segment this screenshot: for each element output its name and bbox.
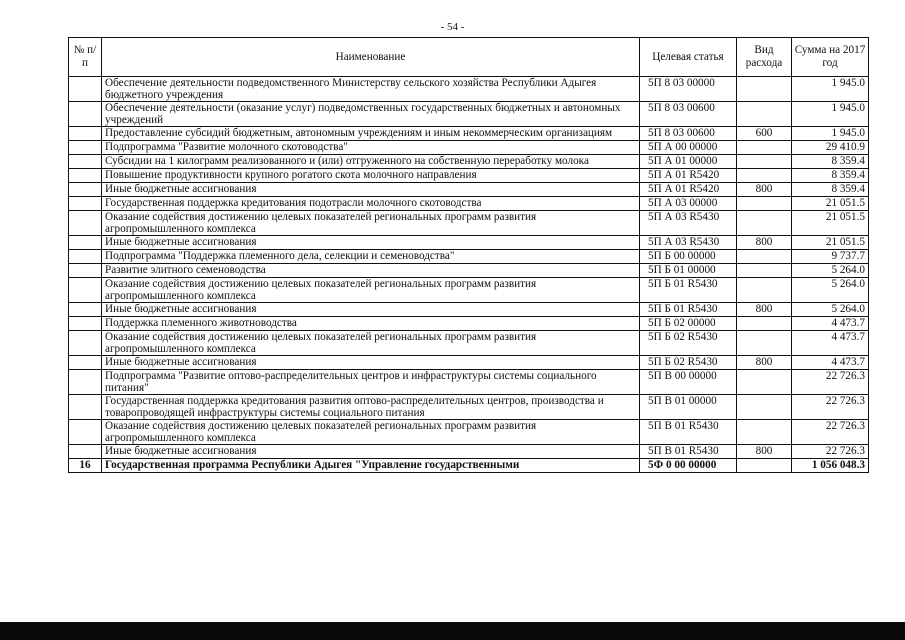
cell-num (69, 370, 102, 395)
cell-sum: 5 264.0 (792, 278, 869, 303)
cell-type: 800 (737, 356, 792, 370)
cell-name: Подпрограмма "Развитие молочного скотоводства" (102, 141, 640, 155)
cell-target: 5П Б 02 00000 (640, 317, 737, 331)
cell-type (737, 102, 792, 127)
cell-sum: 8 359.4 (792, 183, 869, 197)
cell-type (737, 264, 792, 278)
table-row (69, 370, 869, 395)
cell-name: Обеспечение деятельности подведомственного Министерству сельского хозяйства Республики Адыгея бюджетного учреждения (102, 77, 640, 102)
cell-type (737, 77, 792, 102)
cell-num (69, 303, 102, 317)
cell-type (737, 155, 792, 169)
table-row (69, 331, 869, 356)
cell-name: Иные бюджетные ассигнования (102, 445, 640, 459)
table-row (69, 141, 869, 155)
cell-name: Государственная поддержка кредитования подотрасли молочного скотоводства (102, 197, 640, 211)
table-row (69, 395, 869, 420)
cell-sum: 29 410.9 (792, 141, 869, 155)
cell-num (69, 236, 102, 250)
cell-type (737, 395, 792, 420)
cell-type: 800 (737, 236, 792, 250)
cell-sum: 22 726.3 (792, 370, 869, 395)
cell-num (69, 183, 102, 197)
cell-target: 5П Б 02 R5430 (640, 356, 737, 370)
budget-table (68, 37, 869, 473)
cell-sum: 21 051.5 (792, 211, 869, 236)
cell-num (69, 278, 102, 303)
cell-sum: 8 359.4 (792, 155, 869, 169)
cell-target: 5П Б 02 R5430 (640, 331, 737, 356)
cell-num (69, 420, 102, 445)
cell-sum: 4 473.7 (792, 356, 869, 370)
cell-target: 5П А 01 R5420 (640, 183, 737, 197)
table-row (69, 211, 869, 236)
cell-sum: 5 264.0 (792, 264, 869, 278)
cell-name: Государственная поддержка кредитования развития оптово-распределительных центров, производства и товаропроводящей инфраструктуры системы социального питания (102, 395, 640, 420)
table-header-row (69, 38, 869, 77)
cell-target: 5П В 01 R5430 (640, 445, 737, 459)
table-row (69, 127, 869, 141)
table-row (69, 445, 869, 459)
cell-target: 5П Б 01 R5430 (640, 278, 737, 303)
cell-name: Иные бюджетные ассигнования (102, 303, 640, 317)
table-row (69, 420, 869, 445)
table-row (69, 77, 869, 102)
cell-type (737, 250, 792, 264)
header-name: Наименование (102, 38, 640, 77)
cell-num (69, 169, 102, 183)
cell-sum: 1 945.0 (792, 102, 869, 127)
header-num: № п/п (69, 38, 102, 77)
cell-target: 5Ф 0 00 00000 (640, 459, 737, 473)
cell-name: Предоставление субсидий бюджетным, автономным учреждениям и иным некоммерческим организациям (102, 127, 640, 141)
cell-name: Подпрограмма "Развитие оптово-распределительных центров и инфраструктуры системы социального питания" (102, 370, 640, 395)
cell-target: 5П А 03 R5430 (640, 211, 737, 236)
cell-sum: 1 056 048.3 (792, 459, 869, 473)
cell-sum: 9 737.7 (792, 250, 869, 264)
cell-sum: 4 473.7 (792, 331, 869, 356)
cell-name: Государственная программа Республики Адыгея "Управление государственными (102, 459, 640, 473)
cell-sum: 1 945.0 (792, 127, 869, 141)
cell-type: 800 (737, 183, 792, 197)
cell-sum: 22 726.3 (792, 420, 869, 445)
cell-type (737, 420, 792, 445)
table-row (69, 303, 869, 317)
cell-name: Обеспечение деятельности (оказание услуг) подведомственных государственных бюджетных и автономных учреждений (102, 102, 640, 127)
scan-bottom-edge (0, 622, 905, 640)
cell-type (737, 141, 792, 155)
cell-num (69, 250, 102, 264)
table-row (69, 356, 869, 370)
header-type: Вид расхода (737, 38, 792, 77)
cell-type (737, 211, 792, 236)
cell-type (737, 459, 792, 473)
cell-target: 5П А 01 00000 (640, 155, 737, 169)
table-row (69, 264, 869, 278)
cell-name: Оказание содействия достижению целевых показателей региональных программ развития агропромышленного комплекса (102, 420, 640, 445)
cell-sum: 5 264.0 (792, 303, 869, 317)
cell-target: 5П В 01 00000 (640, 395, 737, 420)
cell-target: 5П 8 03 00000 (640, 77, 737, 102)
cell-name: Оказание содействия достижению целевых показателей региональных программ развития агропромышленного комплекса (102, 278, 640, 303)
cell-num (69, 155, 102, 169)
header-sum: Сумма на 2017 год (792, 38, 869, 77)
cell-type: 800 (737, 445, 792, 459)
table-row (69, 236, 869, 250)
cell-target: 5П Б 00 00000 (640, 250, 737, 264)
cell-type (737, 317, 792, 331)
cell-type (737, 197, 792, 211)
table-row (69, 155, 869, 169)
cell-num (69, 331, 102, 356)
header-target: Целевая статья (640, 38, 737, 77)
cell-num (69, 141, 102, 155)
cell-sum: 8 359.4 (792, 169, 869, 183)
cell-num (69, 197, 102, 211)
cell-name: Поддержка племенного животноводства (102, 317, 640, 331)
cell-target: 5П А 03 R5430 (640, 236, 737, 250)
cell-name: Иные бюджетные ассигнования (102, 236, 640, 250)
cell-type: 800 (737, 303, 792, 317)
table-row (69, 169, 869, 183)
table-row (69, 278, 869, 303)
cell-name: Подпрограмма "Поддержка племенного дела, селекции и семеноводства" (102, 250, 640, 264)
cell-num (69, 77, 102, 102)
cell-sum: 22 726.3 (792, 395, 869, 420)
cell-num (69, 102, 102, 127)
cell-type (737, 169, 792, 183)
cell-target: 5П А 00 00000 (640, 141, 737, 155)
cell-name: Повышение продуктивности крупного рогатого скота молочного направления (102, 169, 640, 183)
cell-num (69, 445, 102, 459)
cell-type (737, 331, 792, 356)
table-row (69, 102, 869, 127)
cell-num (69, 395, 102, 420)
cell-sum: 21 051.5 (792, 236, 869, 250)
cell-target: 5П Б 01 00000 (640, 264, 737, 278)
cell-name: Иные бюджетные ассигнования (102, 356, 640, 370)
cell-sum: 1 945.0 (792, 77, 869, 102)
cell-target: 5П 8 03 00600 (640, 102, 737, 127)
table-body (69, 77, 869, 473)
cell-sum: 21 051.5 (792, 197, 869, 211)
cell-target: 5П А 01 R5420 (640, 169, 737, 183)
table-row (69, 250, 869, 264)
table-row (69, 197, 869, 211)
cell-target: 5П А 03 00000 (640, 197, 737, 211)
cell-num (69, 264, 102, 278)
cell-num (69, 211, 102, 236)
page-number: - 54 - (440, 21, 465, 33)
cell-target: 5П 8 03 00600 (640, 127, 737, 141)
cell-type (737, 278, 792, 303)
cell-target: 5П В 01 R5430 (640, 420, 737, 445)
cell-num: 16 (69, 459, 102, 473)
cell-num (69, 127, 102, 141)
cell-sum: 4 473.7 (792, 317, 869, 331)
table-row (69, 183, 869, 197)
cell-num (69, 356, 102, 370)
table-row (69, 317, 869, 331)
cell-name: Субсидии на 1 килограмм реализованного и (или) отгруженного на собственную переработку молока (102, 155, 640, 169)
cell-num (69, 317, 102, 331)
cell-name: Иные бюджетные ассигнования (102, 183, 640, 197)
cell-target: 5П Б 01 R5430 (640, 303, 737, 317)
cell-sum: 22 726.3 (792, 445, 869, 459)
cell-name: Развитие элитного семеноводства (102, 264, 640, 278)
cell-type: 600 (737, 127, 792, 141)
table-row (69, 459, 869, 473)
cell-name: Оказание содействия достижению целевых показателей региональных программ развития агропромышленного комплекса (102, 331, 640, 356)
cell-name: Оказание содействия достижению целевых показателей региональных программ развития агропромышленного комплекса (102, 211, 640, 236)
cell-type (737, 370, 792, 395)
cell-target: 5П В 00 00000 (640, 370, 737, 395)
